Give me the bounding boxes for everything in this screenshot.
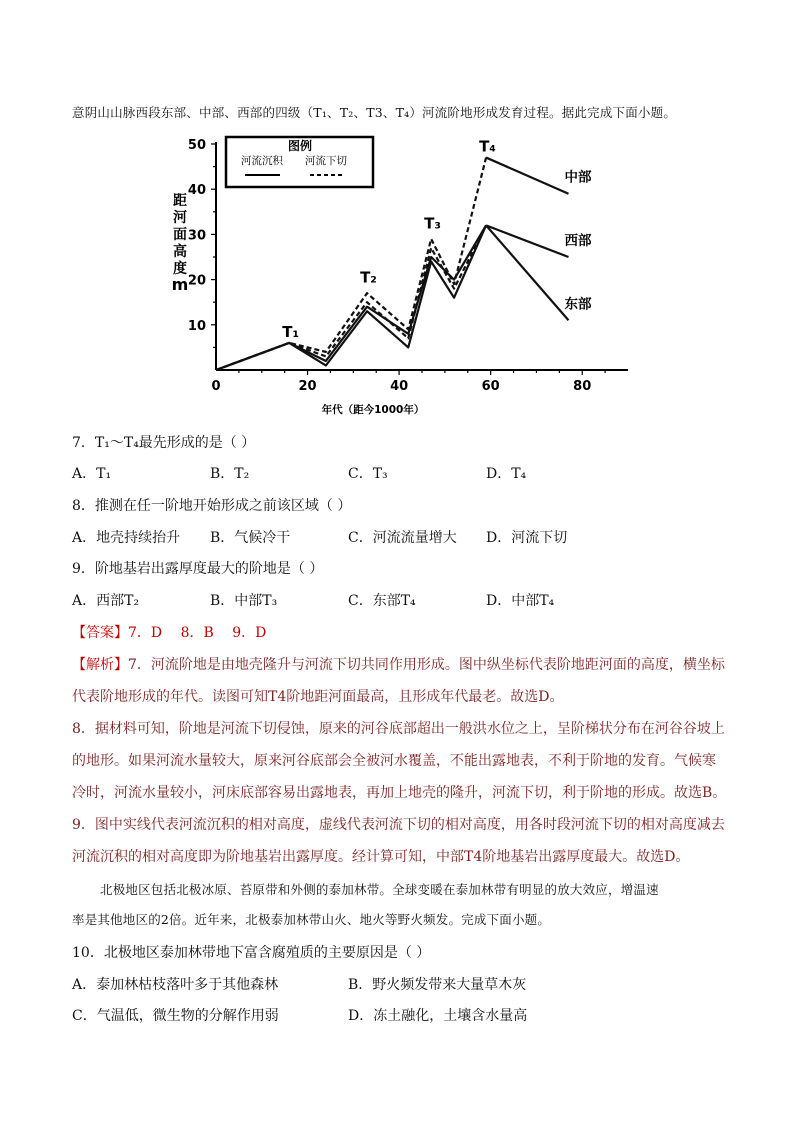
- terrace-label: T₃: [424, 214, 441, 233]
- x-tick-label: 20: [298, 379, 317, 394]
- series-line: [216, 158, 486, 370]
- analysis-line-2: 代表阶地形成的年代。读图可知T4阶地距河面最高，且形成年代最老。故选D。: [72, 689, 564, 705]
- series-line: [486, 158, 568, 194]
- analysis-line-4: 的地形。如果河流水量较大，原来河谷底部会全被河水覆盖，不能出露地表，不利于阶地的发育。气候寒: [72, 753, 716, 769]
- analysis-label: 【解析】: [72, 657, 128, 673]
- question-9-option-a[interactable]: A．西部T₂: [72, 593, 140, 609]
- series-line: [216, 225, 486, 370]
- question-10-stem: 10．北极地区泰加林带地下富含腐殖质的主要原因是（ ）: [72, 945, 431, 961]
- analysis-text-1: 7．河流阶地是由地壳隆升与河流下切共同作用形成。图中纵坐标代表阶地距河面的高度，横坐标: [128, 657, 725, 673]
- series-line: [216, 225, 486, 370]
- question-10-option-c[interactable]: C．气温低，微生物的分解作用弱: [72, 1008, 279, 1024]
- x-axis-label: 年代（距今1000年）: [321, 404, 425, 416]
- legend-title: 图例: [287, 139, 313, 153]
- question-8-option-b[interactable]: B．气候冷干: [210, 530, 291, 546]
- question-7-option-a[interactable]: A．T₁: [72, 466, 112, 482]
- chart-legend: [226, 137, 373, 187]
- series-label: 东部: [564, 296, 592, 313]
- question-10-option-a[interactable]: A．泰加林枯枝落叶多于其他森林: [72, 977, 279, 993]
- intro-text: 意阴山山脉西段东部、中部、西部的四级（T₁、T₂、T3、T₄）河流阶地形成发育过程。据此完成下面小题。: [72, 105, 677, 120]
- chart-svg: [150, 125, 640, 420]
- question-8-stem: 8．推测在任一阶地开始形成之前该区域（ ）: [72, 498, 352, 514]
- terrace-label: T₂: [360, 268, 377, 287]
- question-9-option-b[interactable]: B．中部T₃: [210, 593, 278, 609]
- x-tick-label: 60: [481, 379, 500, 394]
- answer-label: 【答案】: [72, 625, 128, 641]
- legend-label-deposit: 河流沉积: [241, 155, 283, 167]
- y-tick-label: 20: [187, 273, 206, 289]
- question-9-stem: 9．阶地基岩出露厚度最大的阶地是（ ）: [72, 561, 324, 577]
- intro2-line-2: 率是其他地区的2倍。近年来，北极泰加林带山火、地火等野火频发。完成下面小题。: [72, 912, 551, 927]
- x-tick-label: 40: [390, 379, 409, 394]
- question-10-option-d[interactable]: D．冻土融化，土壤含水量高: [348, 1008, 528, 1024]
- y-tick-label: 50: [187, 138, 206, 153]
- question-7-option-c[interactable]: C．T₃: [348, 466, 388, 482]
- y-axis-label: 距河面高度 m: [171, 193, 189, 294]
- question-9-option-d[interactable]: D．中部T₄: [486, 593, 555, 609]
- question-7-option-d[interactable]: D．T₄: [486, 466, 527, 482]
- analysis-line-7: 河流沉积的相对高度即为阶地基岩出露厚度。经计算可知，中部T4阶地基岩出露厚度最大。故选D。: [72, 849, 690, 865]
- answer-text: 7．D 8．B 9．D: [128, 625, 267, 641]
- series-label: 中部: [564, 169, 592, 186]
- legend-label-incision: 河流下切: [305, 155, 347, 167]
- question-7-option-b[interactable]: B．T₂: [210, 466, 250, 482]
- analysis-line-6: 9．图中实线代表河流沉积的相对高度，虚线代表河流下切的相对高度，用各时段河流下切的相对高度减去: [72, 817, 725, 833]
- question-8-option-a[interactable]: A．地壳持续抬升: [72, 530, 181, 546]
- series-line: [486, 225, 568, 320]
- terrace-chart: [150, 125, 640, 420]
- y-tick-label: 30: [187, 228, 206, 244]
- terrace-label: T₄: [479, 137, 496, 156]
- series-line: [216, 225, 486, 370]
- terrace-label: T₁: [282, 322, 300, 341]
- analysis-line-1: [72, 654, 725, 674]
- question-10-option-b[interactable]: B．野火频发带来大量草木灰: [348, 977, 527, 993]
- analysis-line-5: 冷时，河流水量较小，河床底部容易出露地表，再加上地壳的隆升，河流下切，利于阶地的形成。故选B。: [72, 785, 727, 801]
- x-tick-label: 0: [211, 379, 221, 394]
- series-label: 西部: [564, 233, 592, 249]
- x-tick-label: 80: [573, 379, 592, 394]
- y-tick-label: 10: [187, 318, 206, 334]
- analysis-line-3: 8．据材料可知，阶地是河流下切侵蚀，原来的河谷底部超出一般洪水位之上，呈阶梯状分布在河谷谷坡上: [72, 721, 725, 737]
- answer-line: [72, 622, 266, 642]
- y-tick-label: 40: [187, 183, 206, 199]
- intro2-line-1: 北极地区包括北极冰原、苔原带和外侧的泰加林带。全球变暖在泰加林带有明显的放大效应，增温速: [100, 882, 659, 897]
- question-9-option-c[interactable]: C．东部T₄: [348, 593, 416, 609]
- question-7-stem: 7．T₁～T₄最先形成的是（ ）: [72, 435, 256, 451]
- question-8-option-d[interactable]: D．河流下切: [486, 530, 568, 546]
- question-8-option-c[interactable]: C．河流流量增大: [348, 530, 457, 546]
